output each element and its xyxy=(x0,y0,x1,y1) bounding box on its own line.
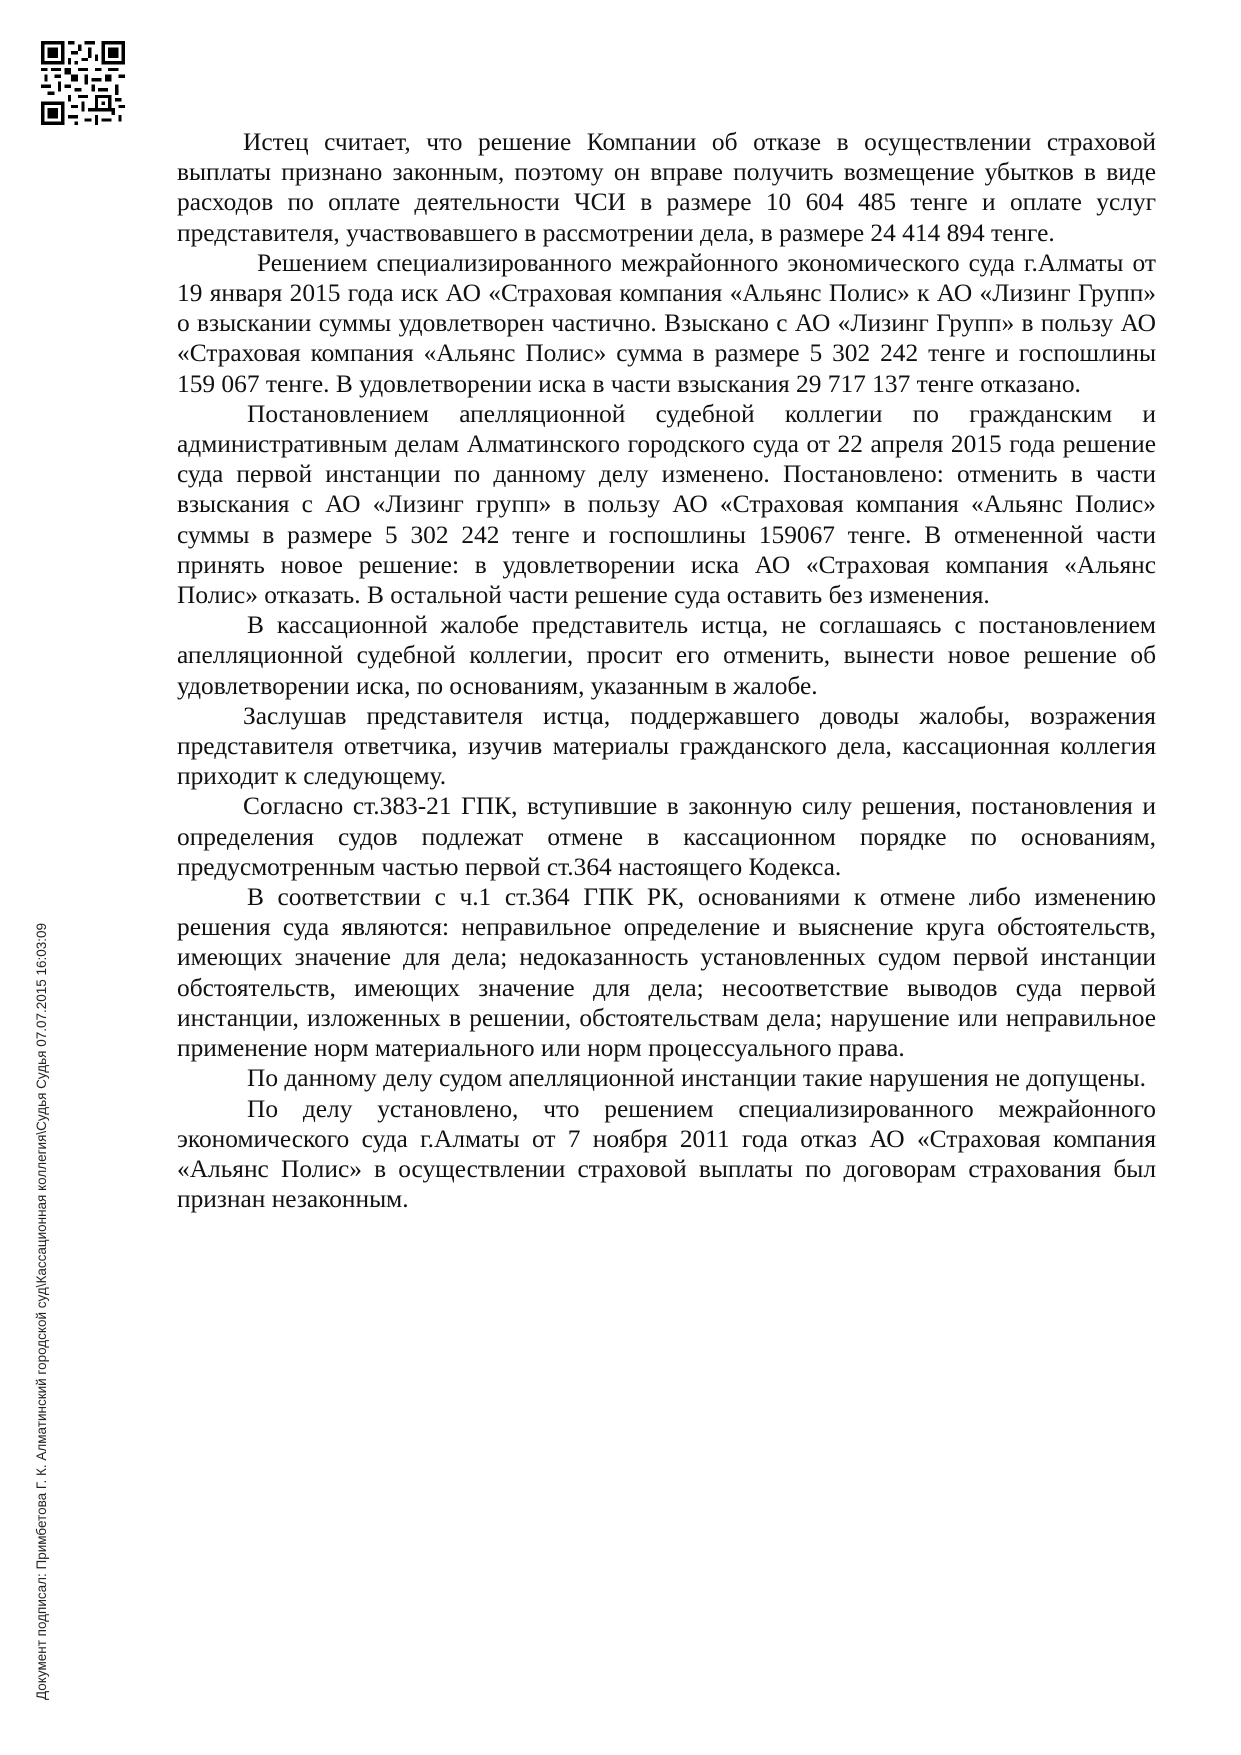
paragraph: В кассационной жалобе представитель истца, не соглашаясь с постановлением апелляционной судебной коллегии, просит его отменить, вынести новое решение об удовлетворении иска, по основаниям, указанным в жалобе. xyxy=(177,611,1156,700)
paragraph: Заслушав представителя истца, поддержавшего доводы жалобы, возражения представителя ответчика, изучив материалы гражданского дела, кассационная коллегия приходит к следующему. xyxy=(177,701,1156,791)
paragraph: Решением специализированного межрайонного экономического суда г.Алматы от 19 января 2015 года иск АО «Страховая компания «Альянс Полис» к АО «Лизинг Групп» о взыскании суммы удовлетворен частично. Взыскано с АО «Лизинг Групп» в пользу АО «Страховая компания «Альянс Полис» сумма в размере 5 302 242 тенге и госпошлины 159 067 тенге. В удовлетворении иска в части взыскания 29 717 137 тенге отказано. xyxy=(177,248,1156,398)
digital-signature-stamp: Документ подписал: Примбетова Г. К. Алматинский городской суд\Кассационная коллегия\Судья Судья 07.07.2015 16:03:09 xyxy=(34,922,49,1700)
qr-code xyxy=(41,41,125,125)
document-body xyxy=(177,127,1156,1214)
paragraph: По делу установлено, что решением специализированного межрайонного экономического суда г.Алматы от 7 ноября 2011 года отказ АО «Страховая компания «Альянс Полис» в осуществлении страховой выплаты по договорам страхования был признан незаконным. xyxy=(177,1094,1156,1214)
paragraph: Истец считает, что решение Компании об отказе в осуществлении страховой выплаты признано законным, поэтому он вправе получить возмещение убытков в виде расходов по оплате деятельности ЧСИ в размере 10 604 485 тенге и оплате услуг представителя, участвовавшего в рассмотрении дела, в размере 24 414 894 тенге. xyxy=(177,128,1156,247)
paragraph: Постановлением апелляционной судебной коллегии по гражданским и административным делам Алматинского городского суда от 22 апреля 2015 года решение суда первой инстанции по данному делу изменено. Постановлено: отменить в части взыскания с АО «Лизинг групп» в пользу АО «Страховая компания «Альянс Полис» суммы в размере 5 302 242 тенге и госпошлины 159067 тенге. В отмененной части принять новое решение: в удовлетворении иска АО «Страховая компания «Альянс Полис» отказать. В остальной части решение суда оставить без изменения. xyxy=(177,399,1156,610)
paragraph: Согласно ст.383-21 ГПК, вступившие в законную силу решения, постановления и определения судов подлежат отмене в кассационном порядке по основаниям, предусмотренным частью первой ст.364 настоящего Кодекса. xyxy=(177,792,1156,881)
paragraph: В соответствии с ч.1 ст.364 ГПК РК, основаниями к отмене либо изменению решения суда являются: неправильное определение и выяснение круга обстоятельств, имеющих значение для дела; недоказанность установленных судом первой инстанции обстоятельств, имеющих значение для дела; несоответствие выводов суда первой инстанции, изложенных в решении, обстоятельствам дела; нарушение или неправильное применение норм материального или норм процессуального права. xyxy=(177,883,1156,1063)
paragraph: По данному делу судом апелляционной инстанции такие нарушения не допущены. xyxy=(247,1064,1146,1093)
